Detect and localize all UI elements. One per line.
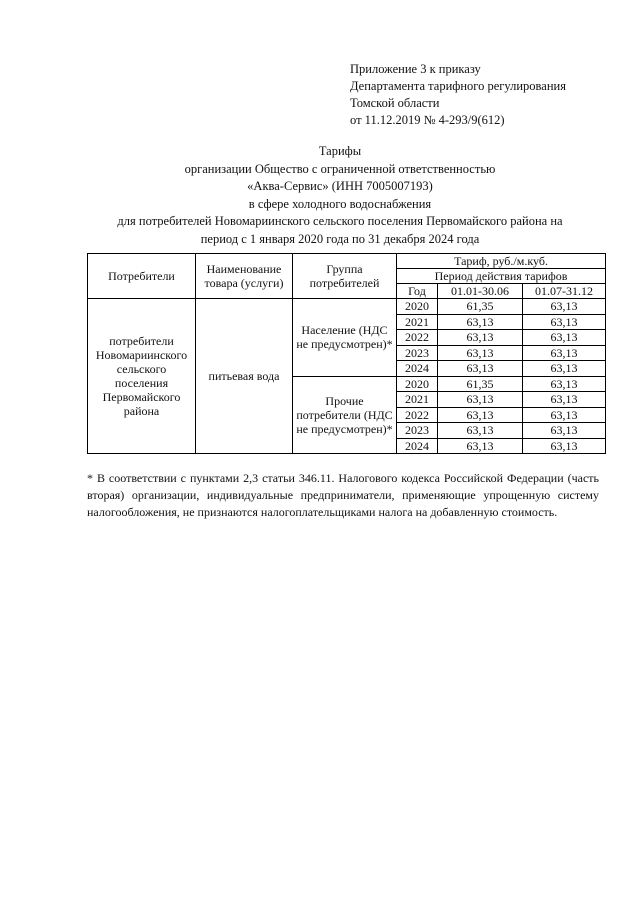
title-line: период с 1 января 2020 года по 31 декабря 2024 года (200, 231, 480, 246)
appendix-line: Томской области (350, 96, 440, 110)
tariff-value-cell: 63,13 (523, 392, 606, 408)
group-cell: Прочие потребители (НДС не предусмотрен)* (293, 376, 397, 454)
header-group: Группа потребителей (293, 254, 397, 299)
tariff-value-cell: 63,13 (523, 376, 606, 392)
tariff-table (87, 253, 606, 454)
footnote: * В соответствии с пунктами 2,3 статьи 346.11. Налогового кодекса Российской Федерации (часть вторая) организации, индивидуальные предприниматели, применяющие упрощенную систему налогообложения, не признаются налогоплательщиками налога на добавленную стоимость. (87, 471, 599, 519)
title-line: для потребителей Новомариинского сельского поселения Первомайского района на (117, 214, 563, 228)
header-product: Наименование товара (услуги) (196, 254, 293, 299)
year-cell: 2022 (397, 330, 438, 346)
tariff-value-cell: 63,13 (523, 361, 606, 377)
tariff-value-cell: 63,13 (438, 361, 523, 377)
tariff-value-cell: 63,13 (438, 392, 523, 408)
header-year: Год (397, 284, 438, 299)
title-line: организации Общество с ограниченной ответственностью (184, 161, 496, 176)
tariff-value-cell: 63,13 (438, 314, 523, 330)
tariff-value-cell: 63,13 (438, 438, 523, 454)
header-tariff: Тариф, руб./м.куб. (397, 254, 606, 269)
tariff-value-cell: 63,13 (438, 330, 523, 346)
header-period: Период действия тарифов (397, 269, 606, 284)
title-line: «Аква-Сервис» (ИНН 7005007193) (247, 179, 433, 193)
header-consumers: Потребители (88, 254, 196, 299)
tariff-value-cell: 61,35 (438, 376, 523, 392)
year-cell: 2023 (397, 423, 438, 439)
tariff-value-cell: 63,13 (523, 299, 606, 315)
tariff-value-cell: 63,13 (523, 330, 606, 346)
header-period-1: 01.01-30.06 (438, 284, 523, 299)
appendix-block (350, 61, 566, 129)
year-cell: 2021 (397, 392, 438, 408)
tariff-value-cell: 63,13 (523, 438, 606, 454)
year-cell: 2023 (397, 345, 438, 361)
year-cell: 2020 (397, 299, 438, 315)
appendix-line: Приложение 3 к приказу (350, 62, 481, 76)
product-cell: питьевая вода (196, 299, 293, 454)
tariff-value-cell: 63,13 (438, 423, 523, 439)
document-title (80, 143, 600, 248)
year-cell: 2024 (397, 361, 438, 377)
title-line: Тарифы (318, 144, 362, 158)
tariff-value-cell: 63,13 (523, 423, 606, 439)
consumers-cell: потребители Новомариинского сельского поселения Первомайского района (88, 299, 196, 454)
table-row (88, 299, 606, 315)
tariff-value-cell: 63,13 (438, 345, 523, 361)
year-cell: 2024 (397, 438, 438, 454)
year-cell: 2022 (397, 407, 438, 423)
tariff-value-cell: 63,13 (438, 407, 523, 423)
tariff-value-cell: 63,13 (523, 345, 606, 361)
year-cell: 2020 (397, 376, 438, 392)
year-cell: 2021 (397, 314, 438, 330)
appendix-line: от 11.12.2019 № 4-293/9(612) (350, 113, 505, 127)
tariff-value-cell: 63,13 (523, 407, 606, 423)
title-line: в сфере холодного водоснабжения (248, 196, 432, 211)
appendix-line: Департамента тарифного регулирования (350, 79, 566, 93)
group-cell: Население (НДС не предусмотрен)* (293, 299, 397, 377)
tariff-value-cell: 63,13 (523, 314, 606, 330)
header-period-2: 01.07-31.12 (523, 284, 606, 299)
tariff-value-cell: 61,35 (438, 299, 523, 315)
